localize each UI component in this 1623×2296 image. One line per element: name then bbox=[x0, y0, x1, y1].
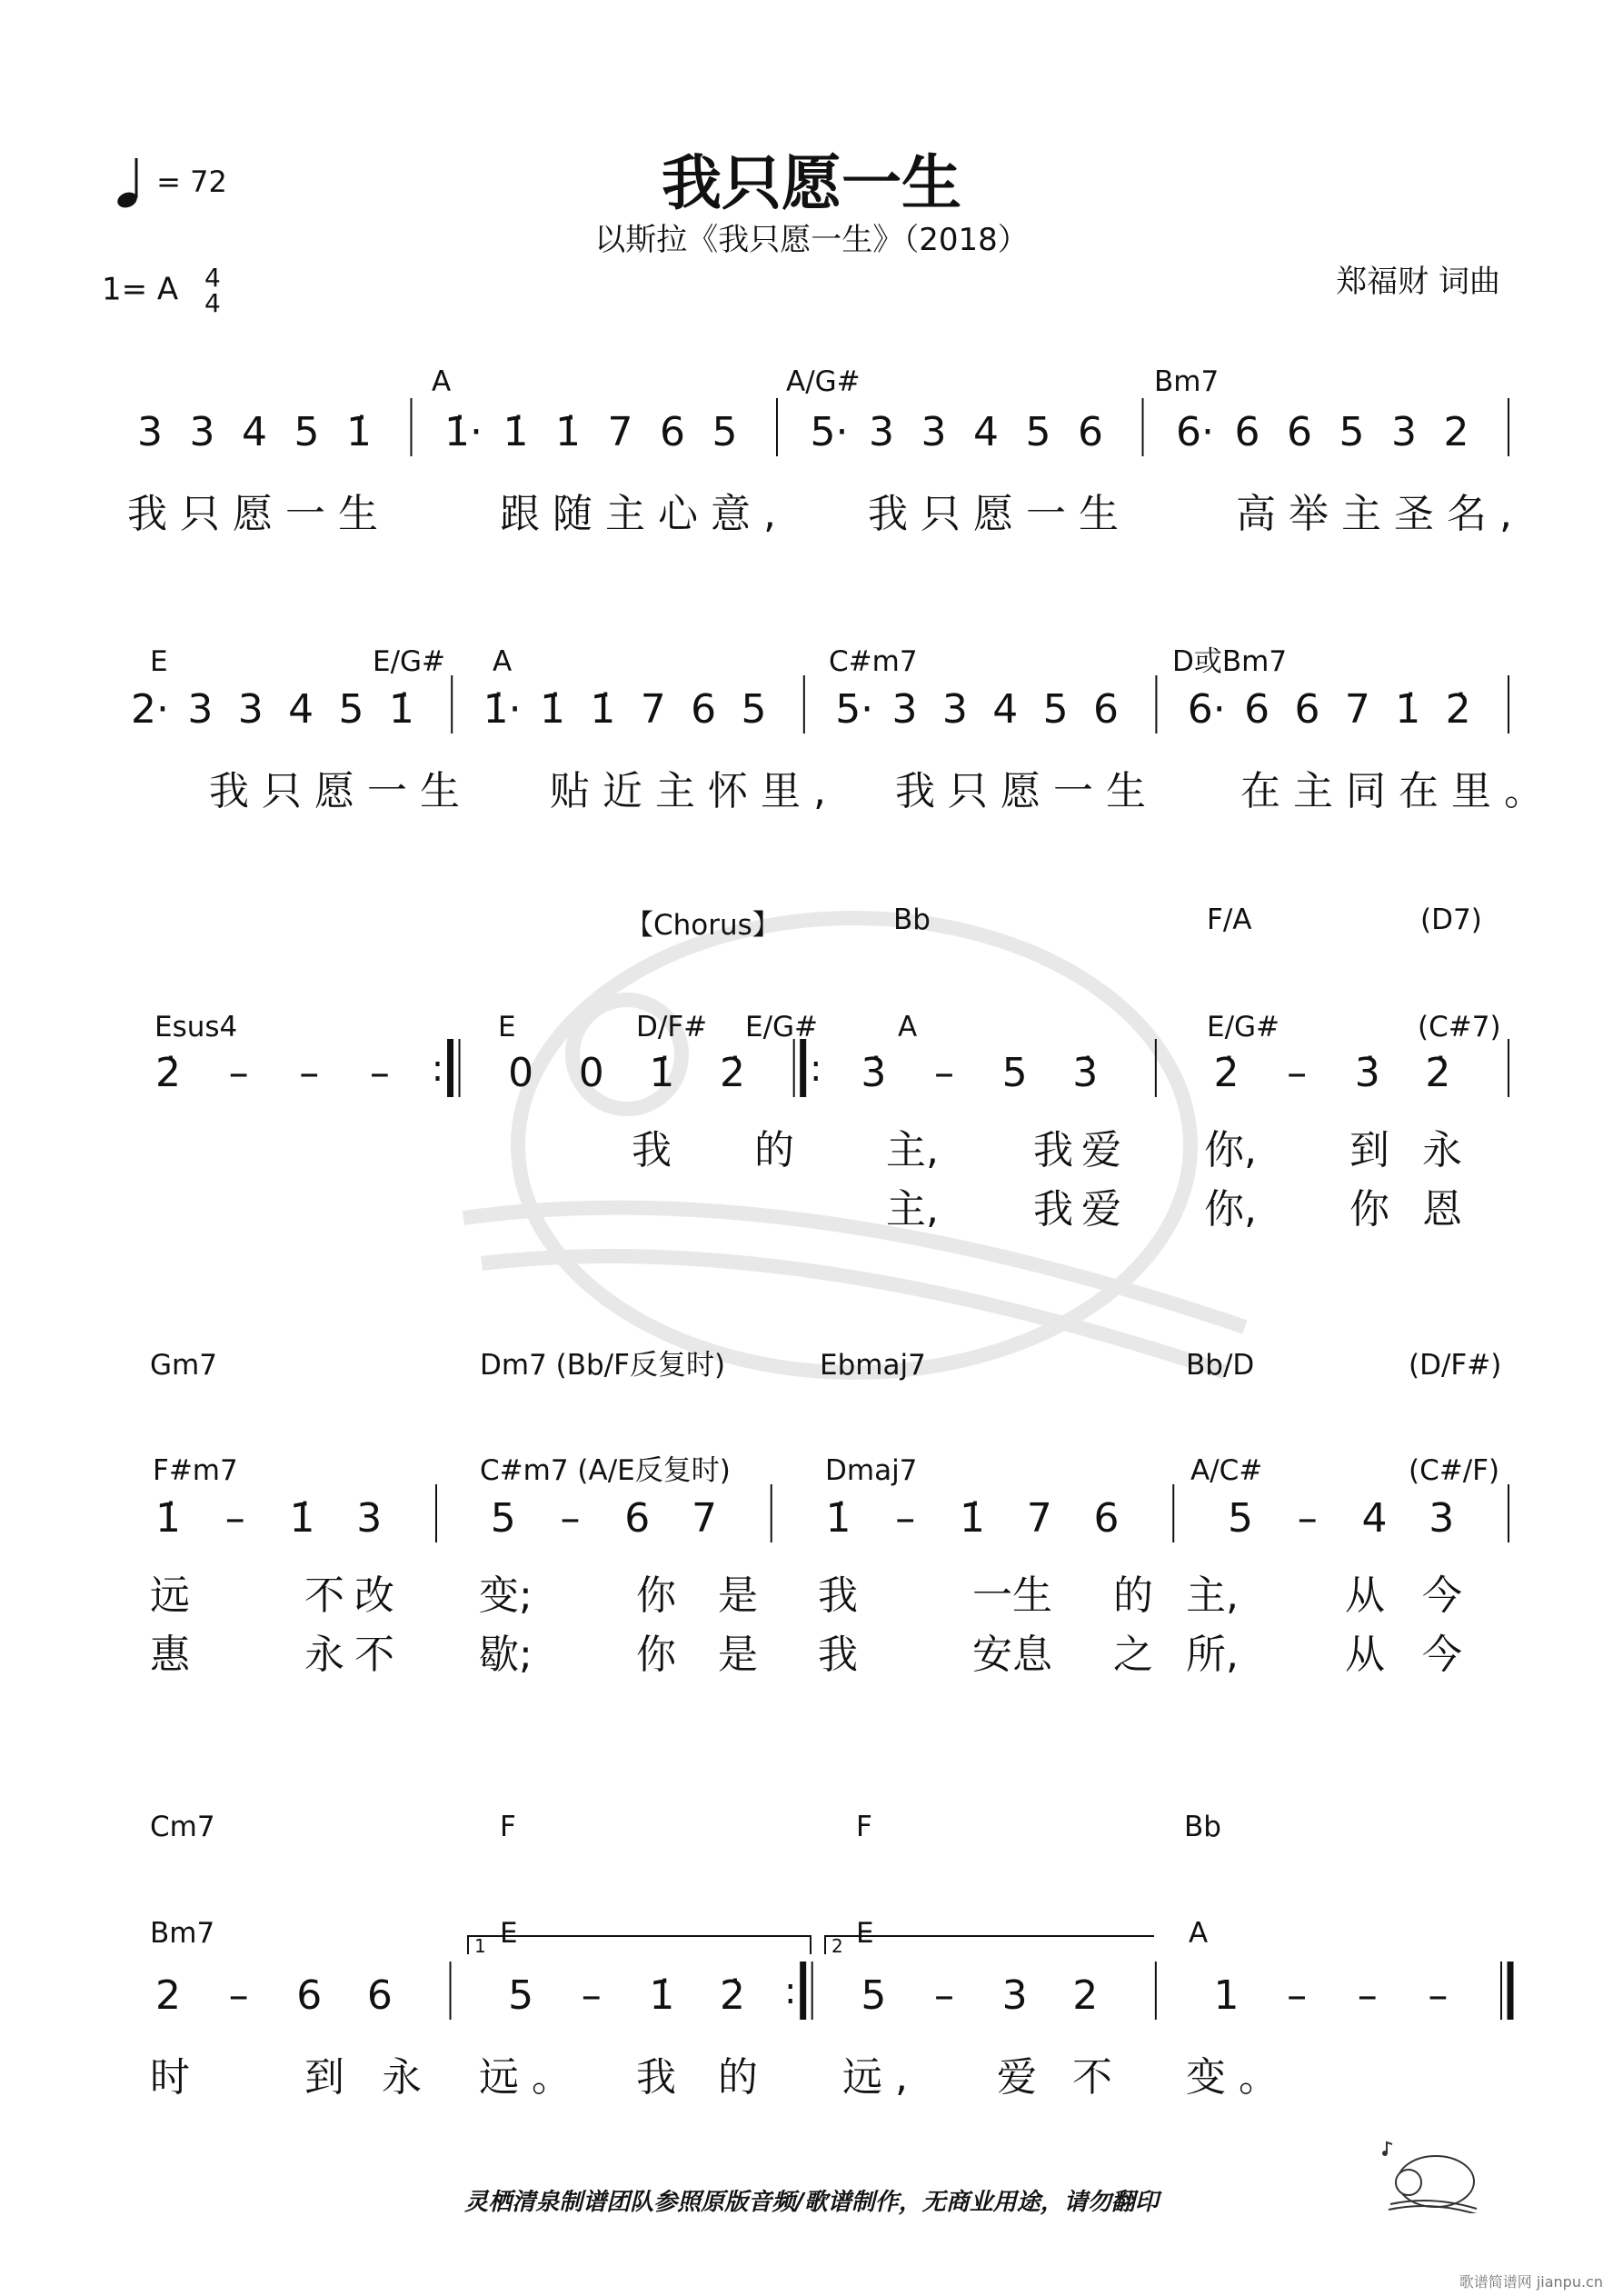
note: 5 bbox=[861, 1972, 887, 2019]
note: 3 bbox=[237, 686, 264, 733]
lyric-verse2: 我 bbox=[818, 1632, 858, 1678]
note: 3̇ bbox=[1354, 1050, 1380, 1096]
note: 1̇ bbox=[649, 1972, 675, 2019]
time-sig-bottom: 4 bbox=[204, 288, 221, 318]
lyric-line: 到 bbox=[304, 2054, 357, 2101]
note: 4 bbox=[992, 686, 1019, 733]
lyric-verse2: 你 bbox=[636, 1632, 676, 1678]
note: 3 bbox=[869, 409, 894, 455]
lyric-verse1: 的 bbox=[754, 1127, 794, 1173]
note: 4 bbox=[242, 409, 267, 455]
lyric-line: 我只愿一生 bbox=[127, 491, 391, 537]
chord-symbol: E bbox=[500, 1917, 518, 1950]
lyric-verse1: 主, bbox=[886, 1127, 939, 1173]
note: 1̇ bbox=[155, 1495, 181, 1542]
note: 2 bbox=[1072, 1972, 1099, 2019]
note: 3 bbox=[137, 409, 163, 455]
lyric-verse1: 到 bbox=[1349, 1127, 1389, 1173]
note: 1̇ bbox=[539, 686, 565, 733]
lyric-verse1: 一生 bbox=[972, 1572, 1052, 1619]
lyric-line: 我只愿一生 bbox=[895, 768, 1159, 814]
note: 6 bbox=[1287, 409, 1312, 455]
lyric-line: 永 bbox=[382, 2054, 434, 2101]
chord-symbol: Ebmaj7 bbox=[820, 1349, 926, 1382]
dash: – bbox=[228, 1050, 249, 1096]
lyric-verse2: 你 bbox=[1349, 1186, 1389, 1233]
lyric-line: 我只愿一生 bbox=[868, 491, 1131, 537]
dash: – bbox=[1287, 1972, 1308, 2019]
dash: – bbox=[1287, 1050, 1308, 1096]
note: 3 bbox=[921, 409, 947, 455]
dash: – bbox=[933, 1972, 954, 2019]
lyric-verse2: 恩 bbox=[1422, 1186, 1462, 1233]
lyric-line: 时 bbox=[150, 2054, 203, 2101]
lyric-line: 跟随主心意, bbox=[500, 491, 789, 537]
chord-symbol: E bbox=[856, 1917, 874, 1950]
chord-symbol: (C#/F) bbox=[1409, 1454, 1500, 1487]
lyric-line: 不 bbox=[1072, 2054, 1125, 2101]
lyric-line: 贴近主怀里, bbox=[550, 768, 839, 814]
chord-symbol: A/C# bbox=[1190, 1454, 1263, 1487]
lyric-verse2: 永 bbox=[304, 1632, 344, 1678]
note: 3 bbox=[189, 409, 215, 455]
dash: – bbox=[560, 1495, 581, 1542]
time-sig-top: 4 bbox=[204, 263, 221, 293]
chord-symbol: Bb bbox=[893, 903, 931, 936]
lyric-line: 我只愿一生 bbox=[209, 768, 473, 814]
lyric-verse2: 之 bbox=[1113, 1632, 1153, 1678]
lyric-line: 高举主圣名, bbox=[1236, 491, 1525, 537]
volta-number-1: 1 bbox=[474, 1935, 486, 1957]
chord-symbol: E/G# bbox=[373, 645, 446, 678]
chord-symbol: A/G# bbox=[786, 365, 861, 398]
dash: – bbox=[369, 1050, 390, 1096]
note: 1̇· bbox=[483, 686, 522, 733]
note: 7 bbox=[1026, 1495, 1052, 1542]
lyric-verse2: 主, bbox=[886, 1186, 939, 1233]
note: 6 bbox=[296, 1972, 323, 2019]
lyric-verse1: 你, bbox=[1204, 1127, 1257, 1173]
note: 6 bbox=[366, 1972, 393, 2019]
note: 1 bbox=[1213, 1972, 1240, 2019]
chorus-marker: 【Chorus】 bbox=[625, 909, 781, 942]
note: 7 bbox=[692, 1495, 717, 1542]
lyric-verse2: 歇; bbox=[479, 1632, 533, 1678]
chord-symbol: A bbox=[898, 1011, 918, 1043]
repeat-dots: : bbox=[783, 1971, 797, 2012]
note: 3 bbox=[187, 686, 214, 733]
note: 1̇ bbox=[346, 409, 372, 455]
note: 2̇ bbox=[720, 1972, 746, 2019]
key-label: 1= A bbox=[102, 271, 179, 308]
repeat-dots: : bbox=[431, 1048, 444, 1090]
note: 1̇ bbox=[960, 1495, 985, 1542]
lyric-verse2: 安息 bbox=[972, 1632, 1052, 1678]
chord-symbol: Bb/D bbox=[1186, 1349, 1255, 1382]
dash: – bbox=[933, 1050, 954, 1096]
lyric-verse1: 你 bbox=[636, 1572, 676, 1619]
note: 6 bbox=[1093, 686, 1120, 733]
note: 2 bbox=[1443, 409, 1469, 455]
chord-symbol: Bm7 bbox=[1154, 365, 1220, 398]
lyric-verse1: 的 bbox=[1113, 1572, 1153, 1619]
chord-symbol: A bbox=[493, 645, 513, 678]
note: 5 bbox=[741, 686, 767, 733]
note: 3 bbox=[1429, 1495, 1455, 1542]
chord-symbol: Dmaj7 bbox=[825, 1454, 918, 1487]
chord-symbol: F#m7 bbox=[153, 1454, 238, 1487]
lyric-line: 爱 bbox=[997, 2054, 1050, 2101]
note: 0 bbox=[578, 1050, 604, 1096]
lyric-verse1: 远 bbox=[150, 1572, 190, 1619]
footer-notice: 灵栖清泉制谱团队参照原版音频/歌谱制作，无商业用途，请勿翻印 bbox=[464, 2189, 1159, 2216]
note: 1̇ bbox=[649, 1050, 675, 1096]
note: 6· bbox=[1187, 686, 1226, 733]
note: 1̇ bbox=[1395, 686, 1421, 733]
note: 1̇ bbox=[289, 1495, 315, 1542]
chord-symbol: (D7) bbox=[1420, 903, 1482, 936]
note: 3 bbox=[941, 686, 968, 733]
lyric-verse1: 主, bbox=[1186, 1572, 1239, 1619]
lyric-verse2: 你, bbox=[1204, 1186, 1257, 1233]
dash: – bbox=[1357, 1972, 1378, 2019]
lyric-line: 在主同在里。 bbox=[1240, 768, 1557, 814]
chord-symbol: E bbox=[498, 1011, 516, 1043]
note: 6 bbox=[691, 686, 717, 733]
note: 6· bbox=[1176, 409, 1214, 455]
note: 2 bbox=[155, 1972, 181, 2019]
note: 1̇ bbox=[555, 409, 581, 455]
lyric-verse1: 我 bbox=[632, 1127, 672, 1173]
note: 2̇ bbox=[1213, 1050, 1240, 1096]
chord-symbol: Bb bbox=[1184, 1811, 1221, 1843]
note: 5 bbox=[712, 409, 738, 455]
note: 5· bbox=[835, 686, 874, 733]
lyric-verse1: 从 bbox=[1345, 1572, 1385, 1619]
sheep-logo-icon bbox=[1381, 2141, 1481, 2213]
note: 2̇ bbox=[720, 1050, 746, 1096]
site-watermark: 歌谱简谱网 jianpu.cn bbox=[1459, 2273, 1603, 2291]
note: 2· bbox=[131, 686, 169, 733]
page-subtitle: 以斯拉《我只愿一生》（2018） bbox=[594, 222, 1029, 258]
chord-symbol: C#m7 (A/E反复时) bbox=[480, 1454, 731, 1487]
lyric-line: 的 bbox=[718, 2054, 771, 2101]
chord-symbol: Esus4 bbox=[154, 1011, 238, 1043]
chord-symbol: Gm7 bbox=[150, 1349, 217, 1382]
lyric-verse2: 是 bbox=[718, 1632, 758, 1678]
lyric-verse1: 不 bbox=[304, 1572, 344, 1619]
note: 4 bbox=[1361, 1495, 1388, 1542]
note: 1̇ bbox=[503, 409, 529, 455]
lyric-verse1: 变; bbox=[479, 1572, 533, 1619]
lyric-verse1: 改 bbox=[354, 1572, 394, 1619]
note: 6 bbox=[624, 1495, 651, 1542]
note: 3̇ bbox=[1072, 1050, 1099, 1096]
note: 5 bbox=[508, 1972, 534, 2019]
note: 7 bbox=[607, 409, 633, 455]
lyric-verse1: 爱 bbox=[1081, 1127, 1121, 1173]
note: 7 bbox=[1344, 686, 1370, 733]
page-title: 我只愿一生 bbox=[662, 148, 961, 218]
note: 3 bbox=[356, 1495, 383, 1542]
volta-bracket-2 bbox=[825, 1936, 1154, 1954]
chord-symbol: Dm7 (Bb/F反复时) bbox=[480, 1349, 726, 1382]
note: 1̇ bbox=[590, 686, 616, 733]
note: 2̇ bbox=[1445, 686, 1471, 733]
note: 5 bbox=[1339, 409, 1365, 455]
dash: – bbox=[581, 1972, 602, 2019]
chord-symbol: Cm7 bbox=[150, 1811, 215, 1843]
chord-symbol: (C#7) bbox=[1418, 1011, 1501, 1043]
lyric-verse1: 我 bbox=[818, 1572, 858, 1619]
note: 1̇· bbox=[444, 409, 483, 455]
dash: – bbox=[228, 1972, 249, 2019]
chord-symbol: A bbox=[432, 365, 452, 398]
lyric-verse1: 今 bbox=[1422, 1572, 1462, 1619]
note: 6 bbox=[1294, 686, 1320, 733]
dash: – bbox=[1428, 1972, 1449, 2019]
lyric-verse2: 不 bbox=[354, 1632, 394, 1678]
note: 1̇ bbox=[825, 1495, 851, 1542]
chord-symbol: C#m7 bbox=[829, 645, 918, 678]
chord-symbol: D或Bm7 bbox=[1172, 645, 1288, 678]
lyric-verse2: 所, bbox=[1186, 1632, 1239, 1678]
dash: – bbox=[224, 1495, 245, 1542]
chord-symbol: E/G# bbox=[1207, 1011, 1280, 1043]
note: 5 bbox=[294, 409, 320, 455]
note: 6 bbox=[1093, 1495, 1120, 1542]
repeat-dots: : bbox=[809, 1048, 822, 1090]
note: 5 bbox=[1025, 409, 1051, 455]
note: 6 bbox=[660, 409, 685, 455]
lyric-verse2: 爱 bbox=[1081, 1186, 1121, 1233]
note: 3 bbox=[1391, 409, 1417, 455]
chord-symbol: F bbox=[856, 1811, 872, 1843]
chord-symbol: F bbox=[500, 1811, 516, 1843]
author-credit: 郑福财 词曲 bbox=[1336, 264, 1500, 300]
note: 6 bbox=[1078, 409, 1103, 455]
lyric-verse1: 是 bbox=[718, 1572, 758, 1619]
dash: – bbox=[895, 1495, 916, 1542]
chord-symbol: E bbox=[150, 645, 168, 678]
note: 5 bbox=[338, 686, 364, 733]
note: 3̇ bbox=[861, 1050, 887, 1096]
chord-symbol: Bm7 bbox=[150, 1917, 215, 1950]
lyric-verse2: 今 bbox=[1422, 1632, 1462, 1678]
chord-symbol: A bbox=[1189, 1917, 1209, 1950]
note: 5 bbox=[490, 1495, 516, 1542]
tempo-value: = 72 bbox=[156, 165, 227, 199]
dash: – bbox=[299, 1050, 320, 1096]
chord-symbol: F/A bbox=[1207, 903, 1252, 936]
note: 6 bbox=[1234, 409, 1260, 455]
note: 6 bbox=[1244, 686, 1270, 733]
chord-symbol: (D/F#) bbox=[1409, 1349, 1502, 1382]
note: 3 bbox=[1001, 1972, 1028, 2019]
note: 4 bbox=[973, 409, 999, 455]
note: 3 bbox=[891, 686, 918, 733]
note: 2̇ bbox=[1425, 1050, 1451, 1096]
note: 5· bbox=[810, 409, 849, 455]
volta-bracket-1 bbox=[468, 1936, 811, 1954]
note: 5 bbox=[1228, 1495, 1253, 1542]
note: 1̇ bbox=[388, 686, 414, 733]
note: 2̇ bbox=[155, 1050, 181, 1096]
lyric-line: 远, bbox=[842, 2054, 921, 2101]
lyric-line: 变。 bbox=[1186, 2054, 1291, 2101]
lyric-line: 远。 bbox=[479, 2054, 584, 2101]
lyric-verse2: 我 bbox=[1033, 1186, 1073, 1233]
lyric-verse1: 永 bbox=[1422, 1127, 1462, 1173]
note: 5 bbox=[1001, 1050, 1028, 1096]
lyric-verse2: 从 bbox=[1345, 1632, 1385, 1678]
note: 4 bbox=[288, 686, 314, 733]
volta-number-2: 2 bbox=[831, 1935, 843, 1957]
chord-symbol: E/G# bbox=[745, 1011, 819, 1043]
note: 0 bbox=[508, 1050, 534, 1096]
note: 7 bbox=[640, 686, 666, 733]
lyric-verse2: 惠 bbox=[150, 1632, 190, 1678]
note: 5 bbox=[1042, 686, 1069, 733]
chord-symbol: D/F# bbox=[636, 1011, 708, 1043]
lyric-line: 我 bbox=[636, 2054, 689, 2101]
lyric-verse1: 我 bbox=[1033, 1127, 1073, 1173]
dash: – bbox=[1297, 1495, 1318, 1542]
